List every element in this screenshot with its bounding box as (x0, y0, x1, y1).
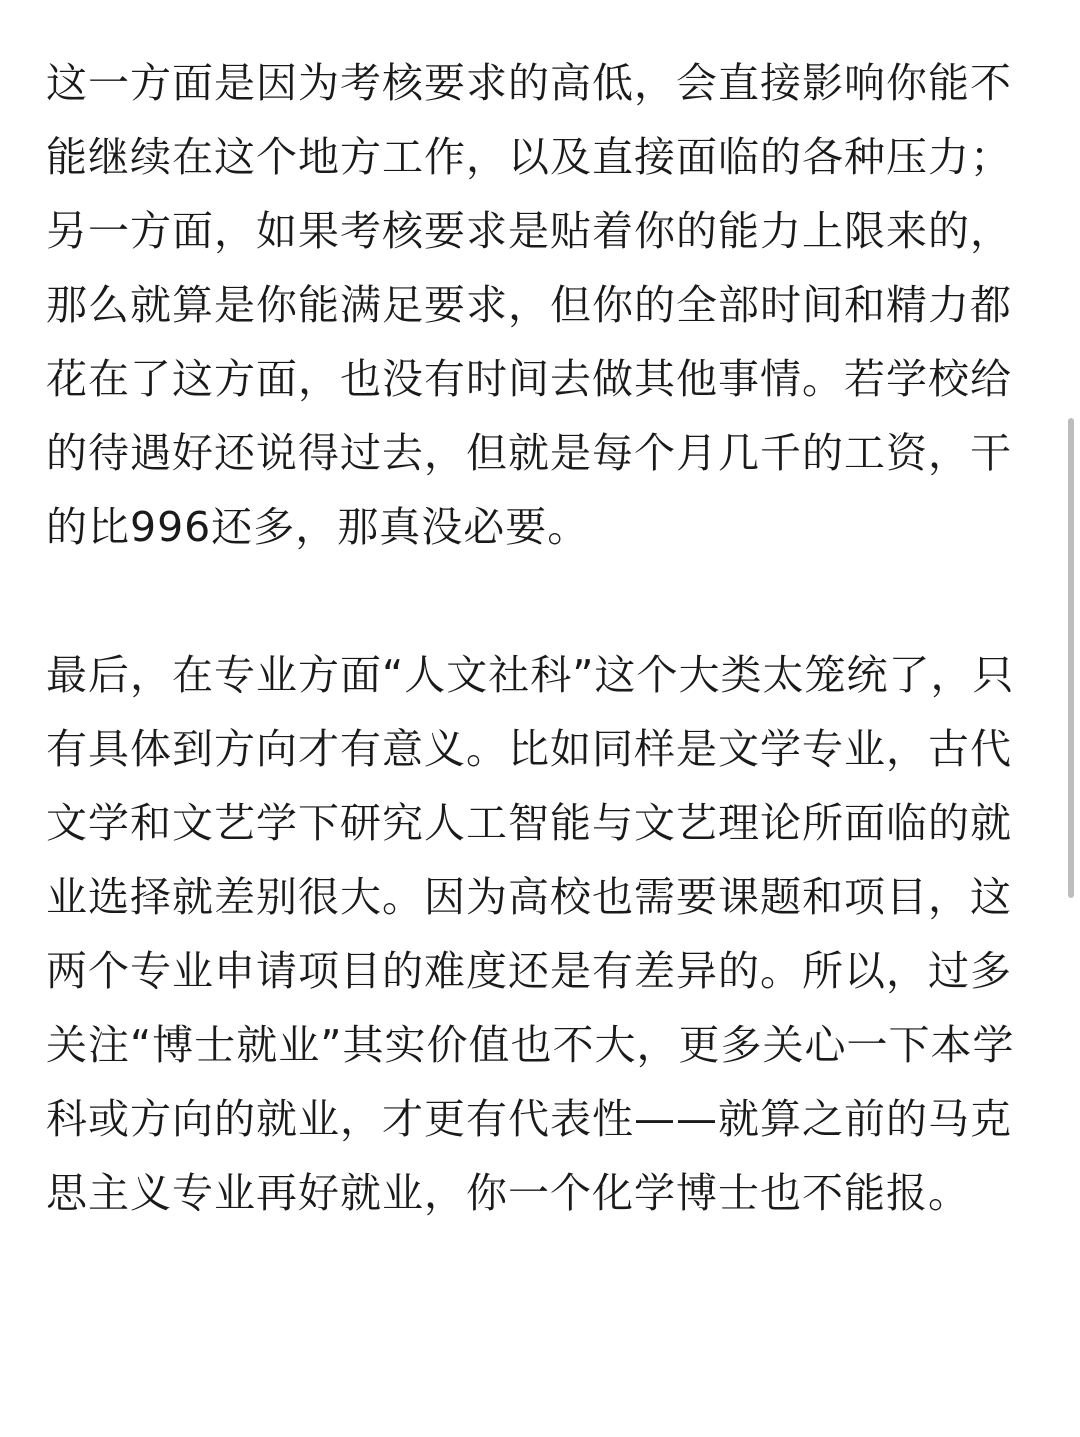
article-paragraph-2: 最后，在专业方面“人文社科”这个大类太笼统了，只有具体到方向才有意义。比如同样是文学专业，古代文学和文艺学下研究人工智能与文艺理论所面临的就业选择就差别很大。因为高校也需要课题和项目，这两个专业申请项目的难度还是有差异的。所以，过多关注“博士就业”其实价值也不大，更多关心一下本学科或方向的就业，才更有代表性——就算之前的马克思主义专业再好就业，你一个化学博士也不能报。 (46, 651, 1015, 1217)
article-paragraph-1: 这一方面是因为考核要求的高低，会直接影响你能不能继续在这个地方工作，以及直接面临的各种压力；另一方面，如果考核要求是贴着你的能力上限来的，那么就算是你能满足要求，但你的全部时间和精力都花在了这方面，也没有时间去做其他事情。若学校给的待遇好还说得过去，但就是每个月几千的工资，干的比996还多，那真没必要。 (46, 59, 1012, 551)
scrollbar-thumb[interactable] (1068, 418, 1074, 898)
article-body (46, 46, 1036, 1230)
